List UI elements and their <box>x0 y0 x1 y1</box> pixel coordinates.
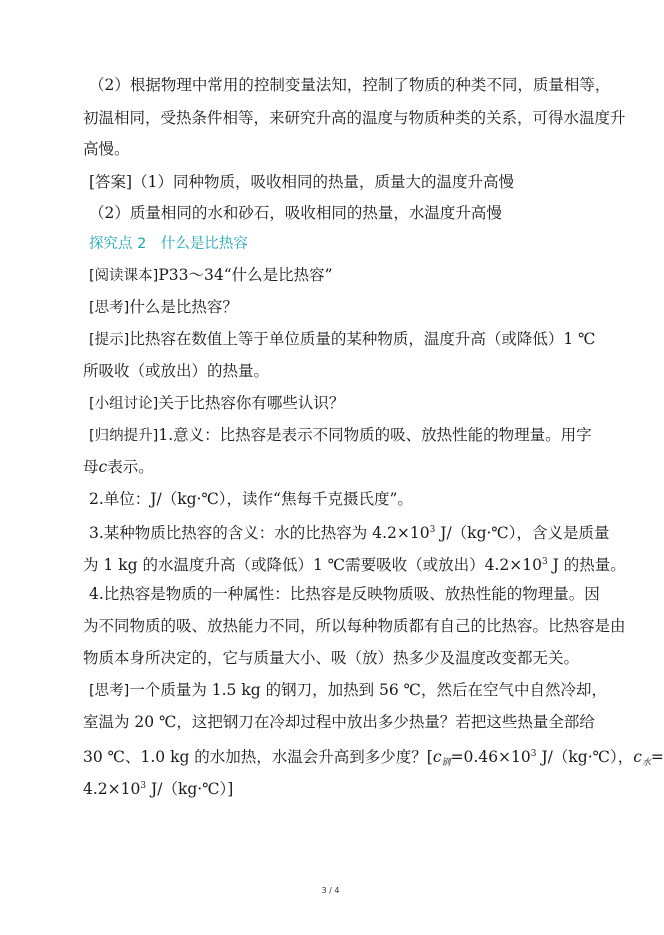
label-tag: [思考] <box>89 683 130 699</box>
text: J/（kg·℃）] <box>146 780 234 798</box>
section-heading-text: 探究点 2 什么是比热容 <box>89 236 248 252</box>
text: J/（kg·℃）， <box>536 748 634 766</box>
text: 什么是比热容？ <box>129 298 238 316</box>
superscript: 3 <box>530 749 537 759</box>
paragraph-line <box>89 328 595 350</box>
paragraph-line <box>89 74 610 96</box>
subscript: 钢 <box>441 758 451 768</box>
paragraph-line <box>83 647 579 669</box>
text: 母 <box>83 458 99 476</box>
symbol-c: c <box>98 458 108 476</box>
paragraph-line <box>89 488 413 510</box>
paragraph-line <box>83 456 154 478</box>
text: 1.意义：比热容是表示不同物质的吸、放热性能的物理量。用字 <box>158 426 592 444</box>
label-tag: [思考] <box>89 300 130 316</box>
paragraph-line <box>83 138 130 160</box>
label-tag: [阅读课本] <box>89 268 159 284</box>
paragraph-line <box>83 743 664 768</box>
page-number: 3 / 4 <box>321 886 340 895</box>
text: 高慢。 <box>83 140 130 158</box>
label-tag: [归纳提升] <box>89 428 159 444</box>
subscript: 水 <box>641 758 651 768</box>
label-tag: [提示] <box>89 332 130 348</box>
superscript: 3 <box>429 525 436 535</box>
paragraph-line <box>83 551 626 573</box>
paragraph-line <box>89 392 344 414</box>
text: 4.2×10 <box>83 780 141 798</box>
text: 表示。 <box>107 458 154 476</box>
paragraph-line <box>83 615 626 637</box>
superscript: 3 <box>140 781 147 791</box>
text: 物质本身所决定的，它与质量大小、吸（放）热多少及温度改变都无关。 <box>83 649 580 667</box>
symbol-c: c <box>432 748 442 766</box>
text: 3.某种物质比热容的含义：水的比热容为 4.2×10 <box>89 524 430 542</box>
section-heading <box>89 233 248 255</box>
text: J 的热量。 <box>547 556 626 574</box>
paragraph-line <box>89 264 333 286</box>
superscript: 3 <box>541 557 548 567</box>
text: 为 1 kg 的水温度升高（或降低）1 ℃需要吸收（或放出）4.2×10 <box>83 556 542 574</box>
text: 室温为 20 ℃，这把钢刀在冷却过程中放出多少热量？若把这些热量全部给 <box>83 713 595 731</box>
paragraph-line <box>83 360 269 382</box>
text: 比热容在数值上等于单位质量的某种物质，温度升高（或降低）1 ℃ <box>129 330 596 348</box>
text: （2）根据物理中常用的控制变量法知，控制了物质的种类不同，质量相等， <box>89 76 611 94</box>
text: 一个质量为 1.5 kg 的钢刀，加热到 56 ℃，然后在空气中自然冷却， <box>129 681 607 699</box>
paragraph-line <box>83 775 233 797</box>
paragraph-line <box>83 107 626 129</box>
text: P33～34“什么是比热容” <box>158 266 333 284</box>
text: =0.46×10 <box>450 748 531 766</box>
paragraph-line <box>89 296 238 318</box>
answer-text: [答案]（1）同种物质，吸收相同的热量，质量大的温度升高慢 <box>89 173 514 191</box>
text: 30 ℃、1.0 kg 的水加热，水温会升高到多少度？[ <box>83 748 433 766</box>
text: J/（kg·℃），含义是质量 <box>435 524 610 542</box>
text: 4.比热容是物质的一种属性：比热容是反映物质吸、放热性能的物理量。因 <box>89 585 600 603</box>
paragraph-line <box>89 519 610 541</box>
text: 为不同物质的吸、放热能力不同，所以每种物质都有自己的比热容。比热容是由 <box>83 617 626 635</box>
symbol-c: c <box>633 748 642 766</box>
paragraph-line <box>89 424 592 446</box>
text: = <box>650 748 664 766</box>
text: 所吸收（或放出）的热量。 <box>83 362 270 380</box>
text: 2.单位：J/（kg·℃），读作“焦每千克摄氏度”。 <box>89 490 413 508</box>
paragraph-line <box>83 711 595 733</box>
answer-text: （2）质量相同的水和砂石，吸收相同的热量，水温度升高慢 <box>89 204 502 222</box>
paragraph-line <box>89 583 600 605</box>
paragraph-line <box>89 679 607 701</box>
answer-line <box>89 171 514 193</box>
answer-line <box>89 202 502 224</box>
text: 初温相同，受热条件相等，来研究升高的温度与物质种类的关系，可得水温度升 <box>83 109 626 127</box>
label-tag: [小组讨论] <box>89 396 159 412</box>
text: 关于比热容你有哪些认识？ <box>158 394 345 412</box>
